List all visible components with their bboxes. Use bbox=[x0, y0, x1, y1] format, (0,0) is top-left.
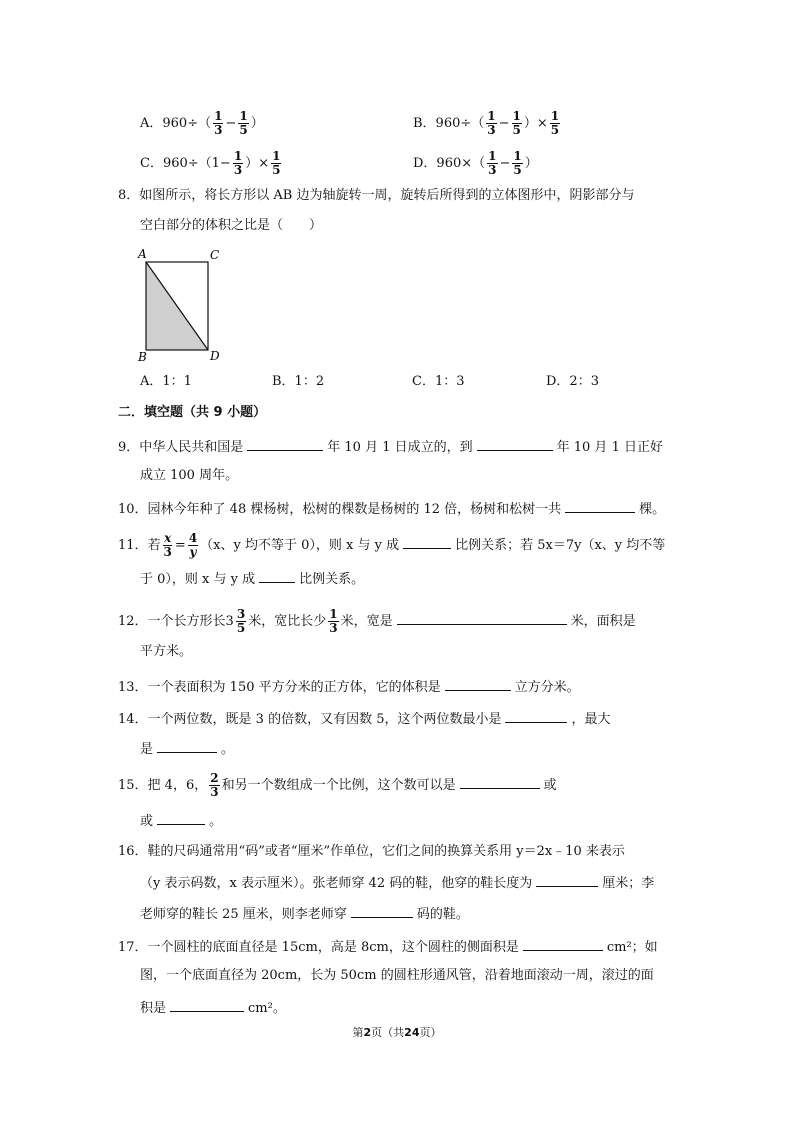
q15-line2: 或 。 bbox=[140, 810, 222, 832]
q8-option-c: C．1：3 bbox=[412, 374, 465, 389]
q8-rectangle-figure bbox=[134, 244, 234, 364]
q8-option-a: A．1：1 bbox=[140, 374, 192, 389]
q13-blank[interactable] bbox=[445, 676, 511, 691]
q15-blank-2[interactable] bbox=[157, 810, 205, 825]
label-d: D bbox=[210, 349, 220, 363]
q7-option-d: D．960×（ $\frac{1}{3}$ − $\frac{1}{5}$ ） bbox=[413, 149, 538, 177]
q14-blank-1[interactable] bbox=[505, 708, 567, 723]
q17-blank-1[interactable] bbox=[523, 936, 603, 951]
q11-blank-1[interactable] bbox=[403, 534, 451, 549]
q9-blank-2[interactable] bbox=[477, 436, 553, 451]
q9-line1: 9．中华人民共和国是 年 10 月 1 日成立的，到 年 10 月 1 日正好 bbox=[118, 436, 663, 458]
q11-line2: 于 0），则 x 与 y 成 比例关系。 bbox=[140, 568, 364, 590]
q15-blank-1[interactable] bbox=[460, 774, 540, 789]
q14-line2: 是 。 bbox=[140, 738, 234, 760]
q9-line2: 成立 100 周年。 bbox=[140, 468, 239, 483]
q8-option-d: D．2：3 bbox=[546, 374, 599, 389]
q7-option-c: C．960÷（1− $\frac{1}{3}$ ）× $\frac{1}{5}$ bbox=[140, 149, 281, 177]
q17-blank-2[interactable] bbox=[170, 997, 244, 1012]
q16-line3: 老师穿的鞋长 25 厘米，则李老师穿 码的鞋。 bbox=[140, 903, 469, 925]
q12-line2: 平方米。 bbox=[140, 644, 193, 659]
q10-blank[interactable] bbox=[565, 498, 635, 513]
q14-line1: 14．一个两位数，既是 3 的倍数，又有因数 5，这个两位数最小是 ，最大 bbox=[118, 708, 611, 730]
q16-line1: 16．鞋的尺码通常用“码”或者“厘米”作单位，它们之间的换算关系用 y＝2x﹣10 来表示 bbox=[118, 844, 625, 859]
q13-line: 13．一个表面积为 150 平方分米的正方体，它的体积是 立方分米。 bbox=[118, 676, 580, 698]
q8-line1: 8．如图所示，将长方形以 AB 边为轴旋转一周，旋转后所得到的立体图形中，阴影部分与 bbox=[118, 188, 635, 203]
q10-line: 10．园林今年种了 48 棵杨树，松树的棵数是杨树的 12 倍，杨树和松树一共 棵。 bbox=[118, 498, 665, 520]
q12-line1: 12．一个长方形长3 $\frac{3}{5}$ 米，宽比长少 $\frac{1}{3}$ 米，宽是 米，面积是 bbox=[118, 607, 636, 635]
q11-blank-2[interactable] bbox=[259, 568, 295, 583]
q12-blank[interactable] bbox=[397, 610, 567, 625]
total-pages: 24 bbox=[404, 1026, 420, 1039]
q9-blank-1[interactable] bbox=[247, 436, 323, 451]
q17-line1: 17．一个圆柱的底面直径是 15cm，高是 8cm，这个圆柱的侧面积是 cm²；如 bbox=[118, 936, 658, 958]
page-number: 2 bbox=[363, 1026, 372, 1039]
label-b: B bbox=[138, 350, 147, 364]
q17-line2: 图，一个底面直径为 20cm，长为 50cm 的圆柱形通风管，沿着地面滚动一周，滚过的面 bbox=[140, 968, 654, 983]
q15-line1: 15．把 4，6， $\frac{2}{3}$ 和另一个数组成一个比例，这个数可以是 或 bbox=[118, 771, 557, 799]
label-c: C bbox=[210, 248, 220, 262]
page-footer: 第2页（共24页） bbox=[352, 1026, 442, 1039]
q16-blank-2[interactable] bbox=[351, 903, 413, 918]
section-title: 二．填空题（共 9 小题） bbox=[118, 405, 267, 420]
q8-line2: 空白部分的体积之比是（ ） bbox=[140, 218, 323, 233]
q7-option-a: A．960÷（ $\frac{1}{3}$ − $\frac{1}{5}$ ） bbox=[140, 109, 264, 137]
q7-option-b: B．960÷（ $\frac{1}{3}$ − $\frac{1}{5}$ ）× $\frac{1}{5}$ bbox=[413, 109, 560, 137]
q17-line3: 积是 cm²。 bbox=[140, 997, 286, 1019]
q14-blank-2[interactable] bbox=[157, 738, 217, 753]
q16-line2: （y 表示码数，x 表示厘米）。张老师穿 42 码的鞋，他穿的鞋长度为 厘米；李 bbox=[140, 872, 654, 894]
q8-option-b: B．1：2 bbox=[272, 374, 325, 389]
q11-line1: 11．若 $\frac{x}{3}$ = $\frac{4}{y}$ （x、y 均不等于 0），则 x 与 y 成 比例关系；若 5x＝7y（x、y 均不等 bbox=[118, 531, 666, 559]
q16-blank-1[interactable] bbox=[536, 872, 598, 887]
label-a: A bbox=[138, 247, 147, 261]
